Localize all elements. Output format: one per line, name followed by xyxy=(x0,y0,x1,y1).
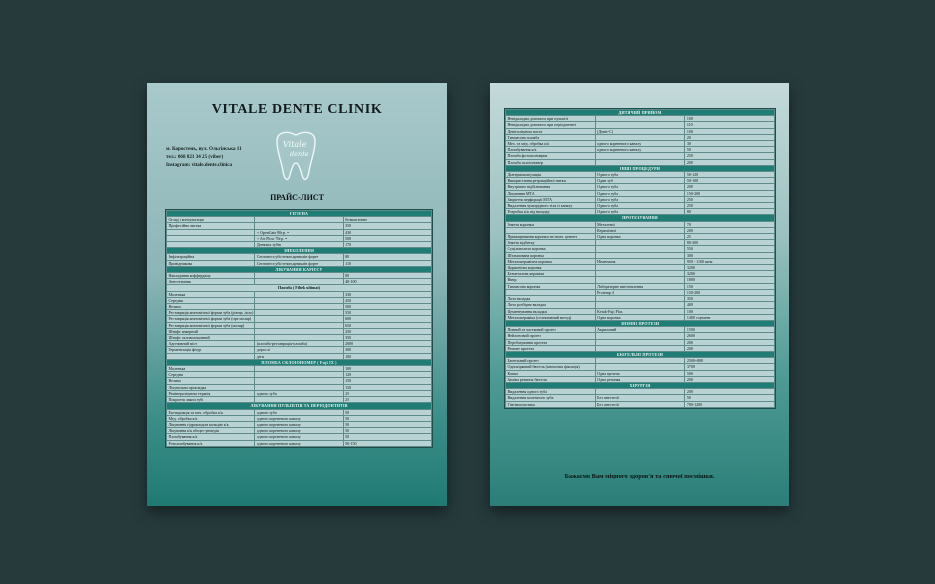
service-price: 200 xyxy=(685,184,775,190)
service-note: одного кореневого каналу xyxy=(255,421,343,427)
service-note: Металевої xyxy=(595,221,685,227)
service-price: 30 xyxy=(685,141,775,147)
service-price: 150 xyxy=(685,283,775,289)
service-note: Одна коронка xyxy=(595,314,685,320)
service-price: 250 xyxy=(685,153,775,159)
service-name: Однокірковий бюгель (кнопочна фіксація) xyxy=(506,364,596,370)
service-name: Перебазування протеза xyxy=(506,339,596,345)
service-note: одного зуба xyxy=(255,409,343,415)
back-price-table xyxy=(504,108,776,409)
price-row xyxy=(167,440,432,446)
service-name: Видалення чужорідного тіла із каналу xyxy=(506,203,596,209)
service-price: 1500 xyxy=(685,327,775,333)
service-price: 25 xyxy=(343,397,431,403)
service-note: Німеччина xyxy=(595,258,685,264)
service-price: 50-100 xyxy=(685,178,775,184)
service-name: Лікування к/к абсцес-ремедія xyxy=(167,428,255,434)
service-price: 50 xyxy=(343,409,431,415)
service-name: Зняття коронки xyxy=(506,221,596,227)
service-price: 150-200 xyxy=(685,190,775,196)
service-price: 50 xyxy=(343,434,431,440)
service-price: 400 xyxy=(685,302,775,308)
service-name: Закриття перфорації МТА xyxy=(506,196,596,202)
service-price: 100 xyxy=(343,353,431,359)
front-price-table xyxy=(165,209,433,448)
price-list-back-sheet xyxy=(490,83,789,506)
service-price: 100 xyxy=(685,116,775,122)
price-row xyxy=(506,401,775,407)
service-price: 150 xyxy=(343,384,431,390)
service-name: Розробка к/к під вкладку xyxy=(506,209,596,215)
service-price: 250 xyxy=(685,196,775,202)
service-name: Герметизація фісур xyxy=(167,347,255,353)
service-note: одного кореневого каналу xyxy=(595,141,685,147)
service-name: Пломбування к/к xyxy=(167,434,255,440)
section-title: ЛІКУВАННЯ ПУЛЬПІТІВ ТА ПЕРІОДОНТИТІВ xyxy=(167,403,432,409)
service-note: Септонест,убістезин,артикаїн форте xyxy=(255,260,343,266)
price-list-title: ПРАЙС-ЛИСТ xyxy=(270,193,324,202)
service-price: 550 xyxy=(685,246,775,252)
service-price: 100 xyxy=(343,366,431,372)
service-note: (Девіт-С) xyxy=(595,128,685,134)
service-name: Покриття лаком зубі xyxy=(167,397,255,403)
service-price: 40-100 xyxy=(343,279,431,285)
service-name: Зняття відбитку xyxy=(506,240,596,246)
clinic-name: VITALE DENTE CLINIK xyxy=(211,102,383,117)
service-name: Лікування МТА xyxy=(506,190,596,196)
service-name: Маленька xyxy=(167,366,255,372)
phone-line: тел.: 068 821 34 25 (viber) xyxy=(166,154,224,160)
service-name: Мед. обробка к/к xyxy=(167,415,255,421)
service-name: Діатермокоагуляція xyxy=(506,172,596,178)
service-name: Лита вкладка xyxy=(506,296,596,302)
service-note: Без анестезії xyxy=(595,401,685,407)
service-name: Цементування вкладки xyxy=(506,308,596,314)
service-name: Лита розбірна вкладка xyxy=(506,302,596,308)
logo-text-dente: dente xyxy=(290,150,309,158)
service-note: одного кореневого каналу xyxy=(255,415,343,421)
service-name: Видалення молочного зуба xyxy=(506,395,596,401)
service-price: 300 xyxy=(685,252,775,258)
service-name: Маленька xyxy=(167,291,255,297)
service-name: Суцільнолита коронка xyxy=(506,246,596,252)
service-note: Дитячих зубів xyxy=(255,242,343,248)
logo-text-vitale: Vitale xyxy=(283,140,307,149)
service-price: 25 xyxy=(685,234,775,240)
service-name: Адгезивний міст xyxy=(167,341,255,347)
service-price: 50 xyxy=(685,395,775,401)
service-note: (пломба-реставрація-пломба) xyxy=(255,341,343,347)
section-title: ПЛОМБА СКЛОІОНОМЕР ( Fuji IX ) xyxy=(167,359,432,365)
service-note: Лабораторне виготовлення xyxy=(595,283,685,289)
service-price: 2000 xyxy=(343,341,431,347)
service-price: 80 xyxy=(685,209,775,215)
service-price: 500 xyxy=(343,235,431,241)
service-name: Внутрішнє відбілювання xyxy=(506,184,596,190)
service-price: 3200 xyxy=(685,271,775,277)
service-price: 80-300 xyxy=(685,240,775,246)
service-name: Девіталізуюча паста xyxy=(506,128,596,134)
instagram-line: Instagram: vitale.dente.clinica xyxy=(166,162,233,168)
service-note: Одна щелепа xyxy=(595,370,685,376)
service-price: 120 xyxy=(343,372,431,378)
contact-block xyxy=(166,145,242,169)
service-price: 110 xyxy=(685,122,775,128)
service-name: Ремінералізуюча терапія xyxy=(167,390,255,396)
service-name: Тимчасова коронка xyxy=(506,283,596,289)
service-price: 300 xyxy=(343,347,431,353)
section-title: БЮГЕЛЬНІ ПРОТЕЗИ xyxy=(506,351,775,357)
service-name: Середня xyxy=(167,372,255,378)
service-price: 430 xyxy=(343,229,431,235)
service-note: Акриловий xyxy=(595,327,685,333)
service-price: 2600 xyxy=(685,333,775,339)
service-note: Одного зуба xyxy=(595,203,685,209)
service-note: Одна резинка xyxy=(595,376,685,382)
service-name: Металокерамічна коронка xyxy=(506,258,596,264)
service-name: Цирконієва коронка xyxy=(506,265,596,271)
service-note: дорослі xyxy=(255,347,343,353)
service-price: 450 xyxy=(343,297,431,303)
service-name: Екстирпація та мех. обробка к/к xyxy=(167,409,255,415)
service-price: 50-150 xyxy=(343,440,431,446)
service-name: Велика xyxy=(167,304,255,310)
service-name: Пломба склоіономер xyxy=(506,159,596,165)
section-title: ДИТЯЧИЙ ПРИЙОМ xyxy=(506,110,775,116)
service-name: Повний та частковий протез xyxy=(506,327,596,333)
closing-wish: Бажаємо Вам міцного здоров'я та сяючої посмішки. xyxy=(564,473,715,480)
service-note: Одного зуба xyxy=(595,184,685,190)
service-price: 50 xyxy=(343,428,431,434)
service-price: безкоштовно xyxy=(343,217,431,223)
service-name: Лікувальна прокладка xyxy=(167,384,255,390)
service-note: Керамічної xyxy=(595,227,685,233)
service-note: Одного зуба xyxy=(595,172,685,178)
service-note: одного кореневого каналу xyxy=(255,440,343,446)
section-title: ЛІКУВАННЯ КАРІЄСУ xyxy=(167,266,432,272)
service-note: Одного зуба xyxy=(595,196,685,202)
service-note: + OpenGate 80гр. = xyxy=(255,229,343,235)
service-note: діти xyxy=(255,353,343,359)
service-name: Мех. та мед. обробка к/к xyxy=(506,141,596,147)
service-note: одного кореневого каналу xyxy=(595,147,685,153)
service-price: 80 xyxy=(343,254,431,260)
service-name: Інфільтраційна xyxy=(167,254,255,260)
service-price: 200 xyxy=(685,339,775,345)
section-title: ІНШІ ПРОЦЕДУРИ xyxy=(506,165,775,171)
service-price: 50 xyxy=(343,421,431,427)
service-price: 500 xyxy=(685,370,775,376)
service-name: Професійна чистка xyxy=(167,223,255,229)
service-note: Одного зуба xyxy=(595,190,685,196)
service-note: + Air Flow 70гр. = xyxy=(255,235,343,241)
service-name: Лікування гідроксидом кальцію к/к xyxy=(167,421,255,427)
service-price: 110 xyxy=(343,260,431,266)
service-price: 600 xyxy=(343,316,431,322)
service-price: 3200 xyxy=(685,265,775,271)
service-price: 25 xyxy=(343,390,431,396)
service-note: одного кореневого каналу xyxy=(255,434,343,440)
service-price: 350 xyxy=(343,223,431,229)
service-price: 330 xyxy=(343,291,431,297)
service-note: Септонест,убістезин,артикаїн форте xyxy=(255,254,343,260)
service-price: 150-200 xyxy=(685,289,775,295)
service-note: одного кореневого каналу xyxy=(255,428,343,434)
service-price: 200 xyxy=(685,376,775,382)
service-price: 100 xyxy=(685,128,775,134)
service-price: 170 xyxy=(343,242,431,248)
service-name: Штифт анкерний xyxy=(167,328,255,334)
service-name: Пломба фотополімерна xyxy=(506,153,596,159)
service-name: Реставрація анатомічної форми зуба (пре моляр) xyxy=(167,316,255,322)
service-name: Заміна резинок бюгеля xyxy=(506,376,596,382)
service-price: 500 xyxy=(343,304,431,310)
service-name: Провідникова xyxy=(167,260,255,266)
section-title: ЗНЕБОЛЕННЯ xyxy=(167,248,432,254)
service-name: Розпломбування к/к xyxy=(167,440,255,446)
service-name: Анестезиння xyxy=(167,279,255,285)
service-price: 50-120 xyxy=(685,172,775,178)
service-name: Бюгельний протез xyxy=(506,358,596,364)
service-price: 3700 xyxy=(685,364,775,370)
service-name: Видалення одного зуба xyxy=(506,389,596,395)
service-price: 200 xyxy=(685,345,775,351)
service-note: Один зуб xyxy=(595,178,685,184)
service-note: Ketak-Fuji Plus xyxy=(595,308,685,314)
service-name: Тимчасова пломба xyxy=(506,134,596,140)
service-price: 2500+800 xyxy=(685,358,775,364)
section-title: ГІГІЄНА xyxy=(167,211,432,217)
price-list-front-sheet xyxy=(147,83,447,506)
service-name: Реставрація анатомічної форми зуба (моляр) xyxy=(167,322,255,328)
section-title: Пломба ( Filtek ultimat) xyxy=(167,285,432,291)
service-price: 20 xyxy=(685,134,775,140)
service-name: Накладання коффердаму xyxy=(167,273,255,279)
service-price: 350 xyxy=(685,296,775,302)
service-name: Ремонт протеза xyxy=(506,345,596,351)
service-name: Середня xyxy=(167,297,255,303)
service-name: Примацювання коронки на тимч. цемент xyxy=(506,234,596,240)
service-note: Без анестезії xyxy=(595,395,685,401)
service-price: 1800 xyxy=(685,277,775,283)
address-line: м. Коростень, вул. Ольгінська 11 xyxy=(166,146,242,152)
service-note: Одного зуба xyxy=(595,209,685,215)
service-note: одного зуба xyxy=(255,390,343,396)
service-name: Гінгівопластика xyxy=(506,401,596,407)
tooth-logo-icon xyxy=(265,127,327,187)
service-price: 950 - 1100 шем xyxy=(685,258,775,264)
service-name: Велика xyxy=(167,378,255,384)
service-name: Невідкладна допомога при періодонтиті xyxy=(506,122,596,128)
service-price: 200 xyxy=(685,389,775,395)
service-price: 250 xyxy=(343,328,431,334)
service-price: 350 xyxy=(343,335,431,341)
service-name: Безметалева кераміка xyxy=(506,271,596,277)
service-name: Штампована коронка xyxy=(506,252,596,258)
service-name: Огляд і консультація xyxy=(167,217,255,223)
service-name: Пломбування к/к xyxy=(506,147,596,153)
service-price: 1400 з цемент xyxy=(685,314,775,320)
service-price: 50 xyxy=(685,147,775,153)
service-name: Нейлоновий протез xyxy=(506,333,596,339)
service-name: Невідкладна допомога при пульпіті xyxy=(506,116,596,122)
service-price: 150 xyxy=(343,378,431,384)
service-name: Металокераміка (селективний метод) xyxy=(506,314,596,320)
service-price: 100 xyxy=(685,308,775,314)
section-title: ПРОТЕЗУВАННЯ xyxy=(506,215,775,221)
service-price: 80 xyxy=(343,273,431,279)
service-name: Вінір xyxy=(506,277,596,283)
service-note: Protemp 4 xyxy=(595,289,685,295)
section-title: ХІРУРГІЯ xyxy=(506,382,775,388)
service-note: Одна коронка xyxy=(595,234,685,240)
service-price: 200 xyxy=(685,227,775,233)
service-price: 200 xyxy=(685,159,775,165)
service-price: 50 xyxy=(343,415,431,421)
service-price: 70 xyxy=(685,221,775,227)
service-name: Використання ретракційної нитки xyxy=(506,178,596,184)
service-price: 700-1200 xyxy=(685,401,775,407)
service-name: Штифт скловолоконний xyxy=(167,335,255,341)
service-price: 250 xyxy=(685,203,775,209)
service-name: Реставрація анатомічної форми зуба (різець ,ікло) xyxy=(168,310,254,316)
section-title: ЗНІМНІ ПРОТЕЗИ xyxy=(506,320,775,326)
service-price: 550 xyxy=(343,310,431,316)
service-price: 650 xyxy=(343,322,431,328)
service-name: Каппа xyxy=(506,370,596,376)
